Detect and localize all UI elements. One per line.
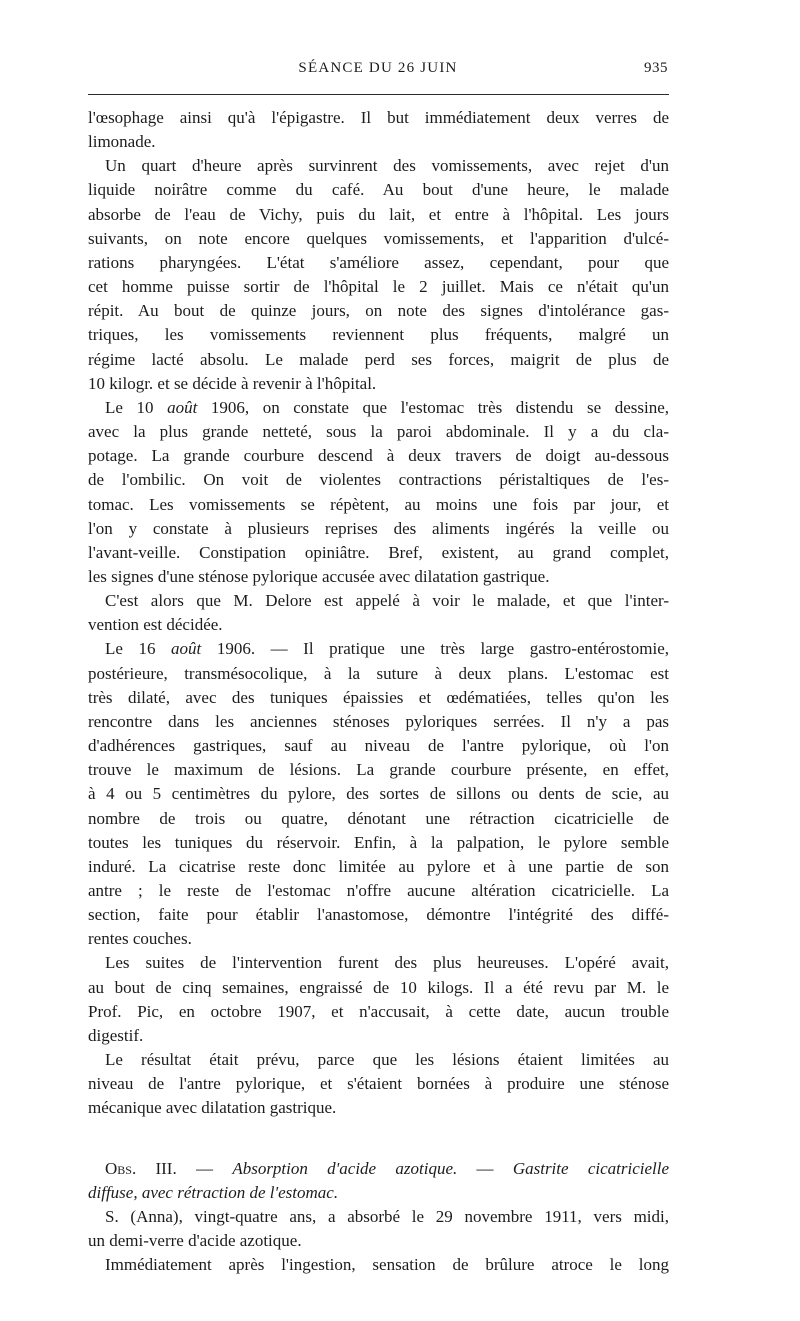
line: induré. La cicatrise reste donc limitée au pylore et à une partie de son — [88, 856, 669, 876]
line: de l'ombilic. On voit de violentes contractions péristaltiques de l'es- — [88, 470, 669, 490]
line: S. (Anna), vingt-quatre ans, a absorbé le 29 novembre 1911, vers midi, — [105, 1206, 669, 1226]
line: cet homme puisse sortir de l'hôpital le 2 juillet. Mais ce n'était qu'un — [88, 277, 669, 297]
line: antre ; le reste de l'estomac n'offre aucune altération cicatricielle. La — [88, 881, 669, 900]
line: l'œsophage ainsi qu'à l'épigastre. Il but immédiatement deux verres de — [88, 108, 669, 127]
line: suivants, on note encore quelques vomissements, et l'apparition d'ulcé- — [88, 228, 669, 248]
line: potage. La grande courbure descend à deux travers de doigt au-dessous — [88, 446, 669, 466]
section-gap — [88, 1121, 669, 1157]
line: les signes d'une sténose pylorique accusée avec dilatation gastrique. — [88, 566, 550, 586]
observation-dash: — — [176, 1158, 233, 1178]
line: limonade. — [88, 132, 156, 152]
line: l'avant-veille. Constipation opiniâtre. Bref, existent, au grand complet, — [88, 542, 669, 562]
line: répit. Au bout de quinze jours, on note des signes d'intolérance gas- — [88, 301, 669, 321]
line: rencontre dans les anciennes sténoses pyloriques serrées. Il n'y a pas — [88, 711, 669, 731]
observation-heading — [88, 1157, 669, 1181]
line-part-italic: août — [167, 397, 198, 417]
line: 10 kilogr. et se décide à revenir à l'hôpital. — [88, 373, 377, 393]
line: Un quart d'heure après survinrent des vomissements, avec rejet d'un — [105, 156, 669, 176]
line: à 4 ou 5 centimètres du pylore, des sortes de sillons ou dents de scie, au — [88, 784, 669, 804]
line: au bout de cinq semaines, engraissé de 10 kilogs. Il a été revu par M. le — [88, 977, 669, 997]
running-title: SÉANCE DU 26 JUIN — [298, 60, 458, 76]
observation-title-continued: diffuse, avec rétraction de l'estomac. — [88, 1182, 339, 1202]
line: Les suites de l'intervention furent des plus heureuses. L'opéré avait, — [105, 953, 669, 973]
line: d'adhérences gastriques, sauf au niveau de l'antre pylorique, où l'on — [88, 736, 669, 756]
line: vention est décidée. — [88, 615, 223, 635]
main-text — [88, 106, 669, 1277]
line: tomac. Les vomissements se répètent, au moins une fois par jour, et — [88, 494, 669, 514]
line: Prof. Pic, en octobre 1907, et n'accusait, à cette date, aucun trouble — [88, 1001, 669, 1021]
line: Immédiatement après l'ingestion, sensation de brûlure atroce le long — [105, 1255, 669, 1275]
line: toutes les tuniques du réservoir. Enfin, à la palpation, le pylore semble — [88, 832, 669, 852]
line: postérieure, transmésocolique, à la suture à deux plans. L'estomac est — [88, 663, 669, 683]
line: très dilaté, avec des tuniques épaissies et œdématiées, telles qu'on les — [88, 687, 669, 707]
line — [88, 637, 669, 661]
observation-title: Absorption d'acide azotique. — [232, 1158, 458, 1178]
running-head — [88, 60, 668, 86]
line: digestif. — [88, 1025, 144, 1045]
line: mécanique avec dilatation gastrique. — [88, 1098, 337, 1118]
line: nombre de trois ou quatre, dénotant une rétraction cicatricielle de — [88, 808, 669, 828]
line: C'est alors que M. Delore est appelé à voir le malade, et que l'inter- — [105, 591, 669, 611]
line: l'on y constate à plusieurs reprises des aliments ingérés la veille ou — [88, 518, 669, 538]
line-part: 1906, on constate que l'estomac très distendu se dessine, — [197, 397, 670, 417]
observation-dash: — — [457, 1158, 513, 1178]
line: avec la plus grande netteté, sous la paroi abdominale. Il y a du cla- — [88, 422, 669, 442]
line-part: Le 10 — [105, 397, 168, 417]
line: section, faite pour établir l'anastomose, démontre l'intégrité des diffé- — [88, 905, 669, 925]
line: liquide noirâtre comme du café. Au bout d'une heure, le malade — [88, 180, 669, 200]
line: Le résultat était prévu, parce que les lésions étaient limitées au — [105, 1050, 669, 1070]
line: rations pharyngées. L'état s'améliore assez, cependant, pour que — [88, 252, 669, 272]
line-part: Le 16 — [105, 639, 172, 659]
header-rule — [88, 94, 669, 95]
line: triques, les vomissements reviennent plus fréquents, malgré un — [88, 325, 669, 345]
line-part: 1906. — Il pratique une très large gastro-entérostomie, — [201, 639, 669, 659]
line: rentes couches. — [88, 929, 192, 949]
line: absorbe de l'eau de Vichy, puis du lait, et entre à l'hôpital. Les jours — [88, 204, 669, 224]
observation-title: Gastrite cicatricielle — [512, 1158, 670, 1178]
line: régime lacté absolu. Le malade perd ses forces, maigrit de plus de — [88, 349, 669, 369]
observation-label: Obs. III. — [105, 1158, 177, 1178]
line — [88, 396, 669, 420]
line: un demi-verre d'acide azotique. — [88, 1231, 302, 1251]
line: niveau de l'antre pylorique, et s'étaient bornées à produire une sténose — [88, 1074, 669, 1094]
line: trouve le maximum de lésions. La grande courbure présente, en effet, — [88, 760, 669, 780]
page-number: 935 — [644, 60, 668, 76]
line-part-italic: août — [171, 639, 202, 659]
